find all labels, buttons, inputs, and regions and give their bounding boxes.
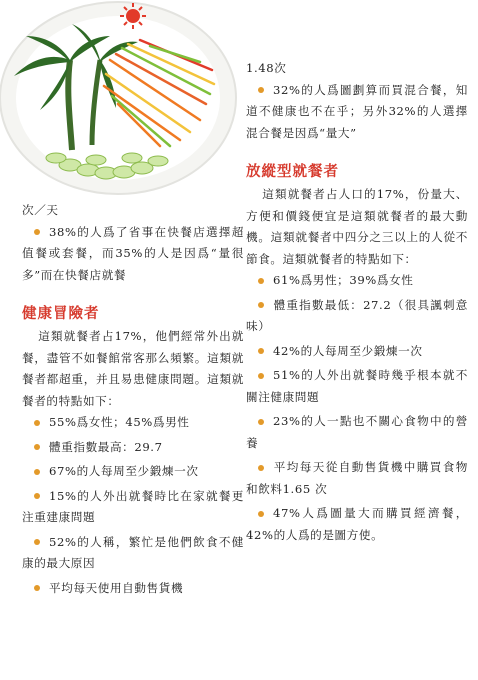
section-heading-health-risk: 健康冒險者	[22, 305, 100, 322]
list-item: 67%的人每周至少鍛煉一次	[22, 461, 244, 483]
bullet-icon	[258, 465, 264, 471]
bullet-icon	[258, 302, 264, 308]
list-item: 15%的人外出就餐時比在家就餐更注重建康問題	[22, 488, 244, 524]
bullet-icon	[34, 469, 40, 475]
right-lead-text: 1.48次	[246, 61, 287, 75]
bullet-icon	[258, 278, 264, 284]
list-item: 55%爲女性；45%爲男性	[22, 412, 244, 434]
section-heading-indulgent: 放縱型就餐者	[246, 163, 339, 180]
list-item: 23%的人一點也不關心食物中的營養	[246, 414, 468, 450]
bullet-icon	[34, 493, 40, 499]
bullet-icon	[34, 444, 40, 450]
left-lead-text: 次／天	[22, 203, 59, 217]
right-body-paragraph: 這類就餐者占人口的17%，份量大、方便和價錢便宜是這類就餐者的最大動機。這類就餐者中四分之三以上的人從不節食。這類就餐者的特點如下：	[246, 187, 468, 266]
left-body-paragraph: 這類就餐者占17%，他們經常外出就餐，盡管不如餐館常客那么頻繁。這類就餐者都超重，并且易患健康問題。這類就餐者的特點如下：	[22, 329, 244, 408]
list-item: 平均每天使用自動售貨機	[22, 578, 244, 600]
bullet-icon	[34, 539, 40, 545]
bullet-icon	[258, 348, 264, 354]
list-item: 體重指數最低：27.2（很具諷刺意味）	[246, 297, 468, 333]
list-item: 42%的人每周至少鍛煉一次	[246, 341, 468, 363]
list-item: 體重指數最高：29.7	[22, 437, 244, 459]
bullet-icon	[258, 419, 264, 425]
bullet-icon	[34, 585, 40, 591]
salad-plate-photo	[0, 0, 244, 200]
left-intro-paragraph: 38%的人爲了省事在快餐店選擇超值餐或套餐，而35%的人是因爲“量很多”而在快餐店就餐	[22, 224, 244, 282]
right-intro-paragraph: 32%的人爲圖劃算而買混合餐，知道不健康也不在乎；另外32%的人選擇混合餐是因爲“量大”	[246, 82, 468, 140]
list-item: 47%人爲圖量大而購買經濟餐，42%的人爲的是圖方使。	[246, 506, 468, 542]
bullet-icon	[34, 229, 40, 235]
list-item: 51%的人外出就餐時幾乎根本就不關注健康問題	[246, 368, 468, 404]
bullet-icon	[258, 511, 264, 517]
bullet-icon	[258, 373, 264, 379]
list-item: 平均每天從自動售貨機中購買食物和飲料1.65 次	[246, 460, 468, 496]
list-item: 61%爲男性；39%爲女性	[246, 270, 468, 292]
bullet-icon	[258, 87, 264, 93]
list-item: 52%的人稱，繁忙是他們飲食不健康的最大原因	[22, 534, 244, 570]
bullet-icon	[34, 420, 40, 426]
